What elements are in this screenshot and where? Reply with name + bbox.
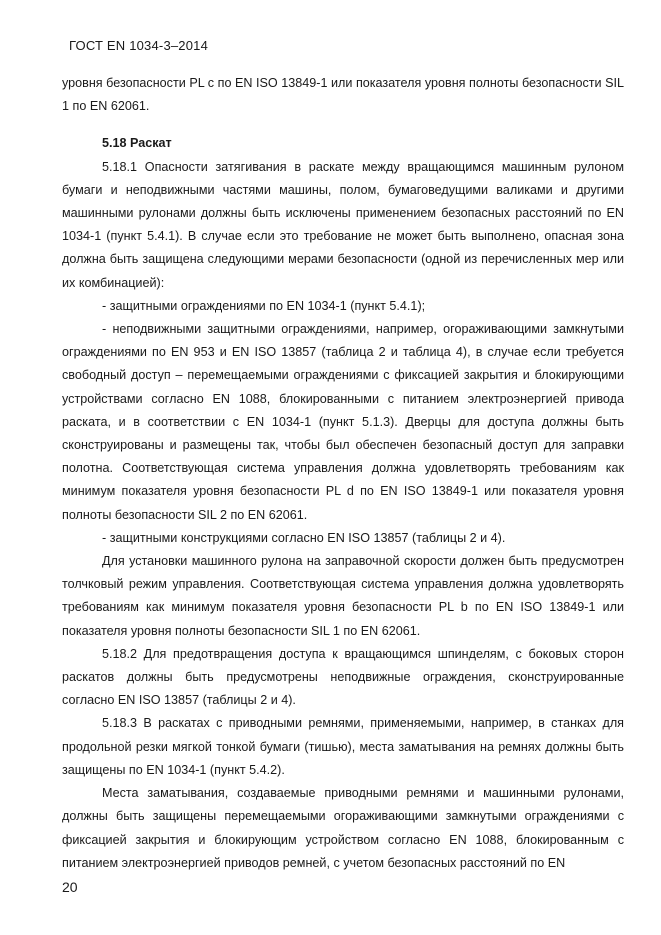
section-heading: 5.18 Раскат [102, 136, 172, 151]
list-item: - неподвижными защитными ограждениями, например, огораживающими замкнутыми ограждениями по EN 953 и EN ISO 13857 (таблица 2 и таблица 4), в случае если требуется свободный доступ – перемещаемыми ограждениями с фиксацией закрытия и блокирующими устройствами согласно EN 1088, блокированными с питанием электроэнергией привода раската, и в соответствии с EN 1034-1 (пункт 5.1.3). Дверцы для доступа должны быть сконструированы и размещены так, чтобы был обеспечен безопасный доступ для заправки полотна. Соответствующая система управления должна удовлетворять требованиям как минимум показателя уровня безопасности PL d по EN ISO 13849-1 или показателя уровня полноты безопасности SIL 2 по EN 62061. [62, 322, 624, 522]
paragraph-5-18-3: 5.18.3 В раскатах с приводными ремнями, применяемыми, например, в станках для продольной резки мягкой тонкой бумаги (тишью), места заматывания на ремнях должны быть защищены по EN 1034-1 (пункт 5.4.2). [62, 716, 624, 777]
paragraph: Места заматывания, создаваемые приводными ремнями и машинными рулонами, должны быть защищены перемещаемыми огораживающими замкнутыми ограждениями с фиксацией закрытия и блокирующим устройством согласно EN 1088, блокированным с питанием электроэнергией приводов ремней, с учетом безопасных расстояний по EN [62, 786, 624, 870]
paragraph: Для установки машинного рулона на заправочной скорости должен быть предусмотрен толчковый режим управления. Соответствующая система управления должна удовлетворять требованиям как минимум показателя уровня безопасности PL b по EN ISO 13849-1 или показателя уровня полноты безопасности SIL 1 по EN 62061. [62, 554, 624, 638]
document-body [62, 72, 624, 875]
list-item: - защитными конструкциями согласно EN ISO 13857 (таблицы 2 и 4). [102, 530, 506, 545]
document-header: ГОСТ EN 1034-3–2014 [69, 38, 209, 53]
paragraph-5-18-1: 5.18.1 Опасности затягивания в раскате между вращающимся машинным рулоном бумаги и неподвижными частями машины, полом, бумаговедущими валиками и другими машинными рулонами должны быть исключены применением безопасных расстояний по EN 1034-1 (пункт 5.4.1). В случае если это требование не может быть выполнено, опасная зона должна быть защищена следующими мерами безопасности (одной из перечисленных мер или их комбинацией): [62, 159, 624, 290]
paragraph-continuation: уровня безопасности PL c по EN ISO 13849-1 или показателя уровня полноты безопасности SIL 1 по EN 62061. [62, 76, 624, 114]
paragraph-5-18-2: 5.18.2 Для предотвращения доступа к вращающимся шпинделям, с боковых сторон раскатов должны быть предусмотрены неподвижные ограждения, сконструированные согласно EN ISO 13857 (таблицы 2 и 4). [62, 646, 624, 708]
list-item: - защитными ограждениями по EN 1034-1 (пункт 5.4.1); [102, 298, 426, 313]
page-number: 20 [62, 879, 78, 895]
